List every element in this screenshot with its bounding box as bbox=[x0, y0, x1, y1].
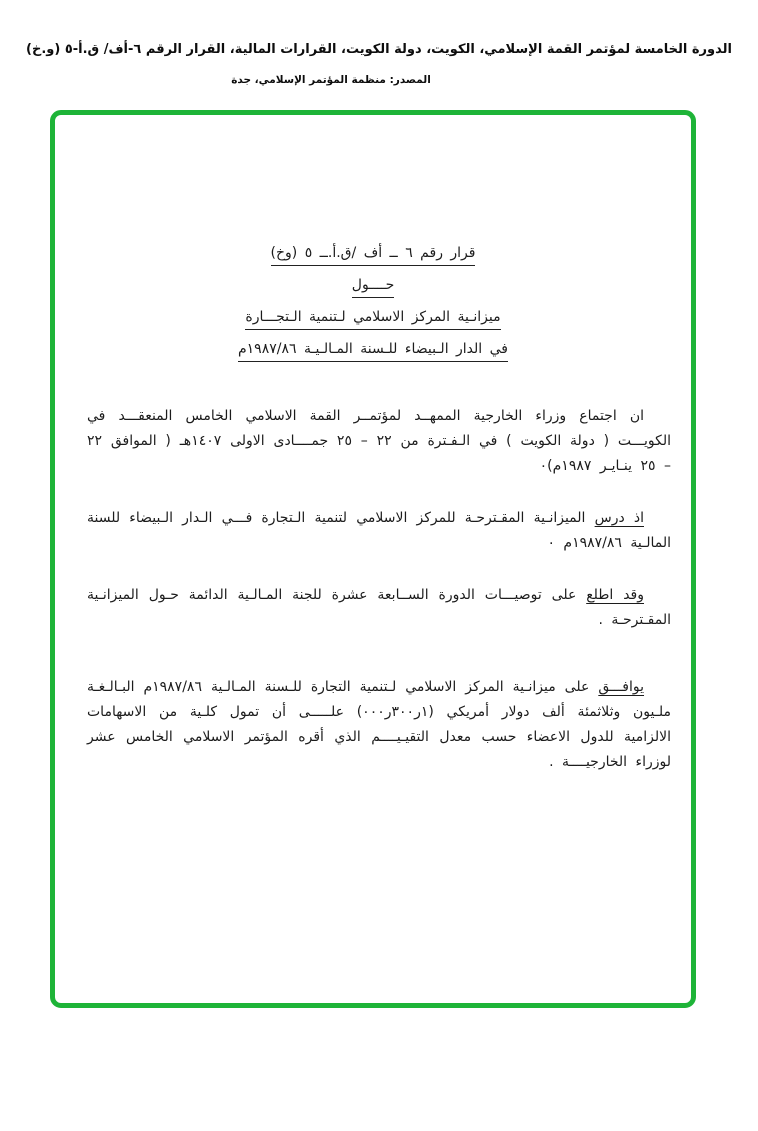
paragraph: اذ درس الميزانـية المقـترحـة للمركز الاسلامي لتنمية الـتجارة فـــي الـدار الـبيضاء للسنة المالـية ١٩٨٧/٨٦م ٠ bbox=[87, 510, 671, 551]
document-body bbox=[55, 404, 691, 775]
paragraph: ان اجتماع وزراء الخارجية الممهــد لمؤتمــر القمة الاسلامي الخامس المنعقـــد في الكويـــت ( دولة الكويت ) في الـفـترة من ٢٢ – ٢٥ جمــــادى الاولى ١٤٠٧هـ ( الموافق ٢٢ – ٢٥ ينـايـر ١٩٨٧م)٠ bbox=[87, 408, 671, 474]
decision-title bbox=[55, 243, 691, 362]
title-line bbox=[55, 243, 691, 266]
document-frame bbox=[50, 110, 696, 1008]
title-line-text: ميزانـية المركز الاسلامي لـتنمية الـتجـــارة bbox=[245, 308, 500, 330]
title-line bbox=[55, 339, 691, 362]
paragraph: وقد اطلع على توصيـــات الدورة الســابعة عشرة للجنة المـالـية الدائمة حـول الميزانـية المقـترحـة . bbox=[87, 587, 671, 628]
paragraph: يوافـــق على ميزانـية المركز الاسلامي لـتنمية التجارة للـسنة المـالـية ١٩٨٧/٨٦م البـالـغـة ملـيون وثلاثمئة ألف دولار أمريكي (١ر٣٠٠ر٠٠٠) علـــــى أن تمول كلـية من الاسهامات الالزامية للدول الاعضاء حسب معدل التقيـيــــم الذي أقره المؤتمر الاسلامي الخامس عشر لوزراء الخارجيــــة . bbox=[87, 679, 672, 770]
document-page bbox=[55, 243, 691, 1131]
header-title: الدورة الخامسة لمؤتمر القمة الإسلامي، الكويت، دولة الكويت، القرارات المالية، القرار الرقم ٦-أف/ ق.أ-٥ (و.خ) bbox=[26, 42, 732, 57]
paragraph-lead: يوافـــق bbox=[598, 679, 645, 695]
title-line bbox=[55, 307, 691, 330]
paragraph-lead: وقد اطلع bbox=[586, 587, 644, 603]
title-line-text: حــــول bbox=[352, 276, 394, 298]
paragraph-lead: اذ درس bbox=[594, 510, 644, 526]
source-line: المصدر: منظمة المؤتمر الإسلامي، جدة bbox=[231, 74, 431, 86]
title-line-text: قرار رقم ٦ ــ أف /ق.أ.ــ ٥ (وخ) bbox=[271, 244, 476, 266]
title-line-text: في الدار الـبيضاء للـسنة المـالـيـة ١٩٨٧/٨٦م bbox=[238, 340, 508, 362]
title-line bbox=[55, 275, 691, 298]
